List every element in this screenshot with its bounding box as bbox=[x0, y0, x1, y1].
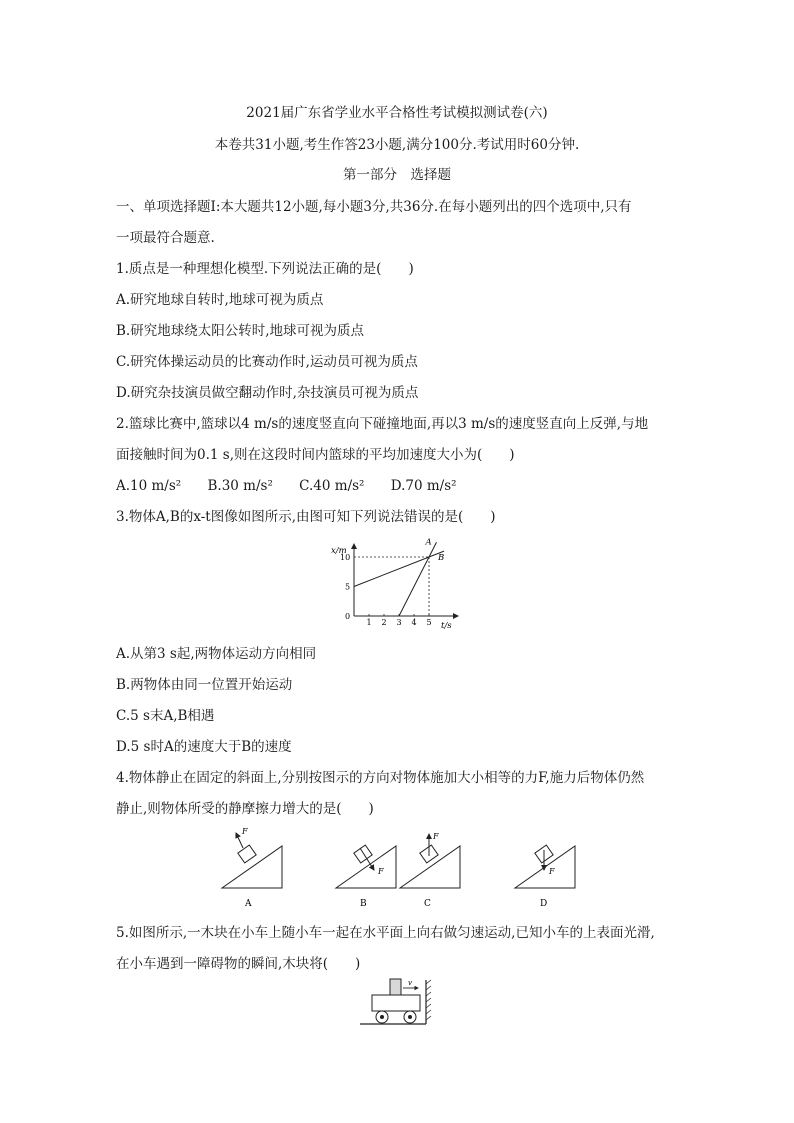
x-tick-label: 5 bbox=[426, 618, 432, 627]
section-instructions-line2: 一项最符合题意. bbox=[116, 230, 215, 246]
diagram-label-a: A bbox=[245, 899, 252, 909]
q2-option-a: A.10 m/s² bbox=[116, 478, 182, 494]
q1-stem: 1.质点是一种理想化模型.下列说法正确的是( ) bbox=[116, 261, 414, 277]
incline-diagram-a bbox=[222, 827, 282, 909]
y-axis-label: x/m bbox=[331, 546, 347, 556]
cart-obstacle-diagram bbox=[356, 976, 436, 1030]
q4-stem-line2: 静止,则物体所受的静摩擦力增大的是( ) bbox=[116, 801, 374, 817]
force-label-d: F bbox=[549, 867, 555, 876]
diagram-label-c: C bbox=[424, 899, 431, 909]
series-label-a: A bbox=[425, 538, 432, 548]
exam-info: 本卷共31小题,考生作答23小题,满分100分.考试用时60分钟. bbox=[214, 137, 580, 153]
q2-options bbox=[116, 477, 479, 495]
y-tick-label: 5 bbox=[345, 582, 351, 592]
q2-option-c: C.40 m/s² bbox=[299, 478, 365, 494]
q2-option-d: D.70 m/s² bbox=[390, 478, 457, 494]
q4-stem-line1: 4.物体静止在固定的斜面上,分别按图示的方向对物体施加大小相等的力F,施力后物体仍然 bbox=[116, 770, 645, 786]
incline-force-diagrams bbox=[210, 826, 610, 910]
wooden-block bbox=[390, 979, 401, 995]
page-title: 2021届广东省学业水平合格性考试模拟测试卷(六) bbox=[246, 105, 548, 121]
q1-option-c: C.研究体操运动员的比赛动作时,运动员可视为质点 bbox=[116, 354, 418, 370]
q1-option-a: A.研究地球自转时,地球可视为质点 bbox=[116, 292, 324, 308]
q5-stem-line2: 在小车遇到一障碍物的瞬间,木块将( ) bbox=[116, 956, 361, 972]
q2-stem-line1: 2.篮球比赛中,篮球以4 m/s的速度竖直向下碰撞地面,再以3 m/s的速度竖直向上反弹,与地 bbox=[116, 416, 649, 432]
velocity-label: v bbox=[408, 979, 412, 987]
force-label-c: F bbox=[433, 832, 439, 841]
x-tick-label: 3 bbox=[396, 618, 402, 627]
diagram-label-d: D bbox=[540, 899, 548, 909]
incline-diagram-d bbox=[515, 845, 575, 909]
series-line-a bbox=[399, 542, 437, 616]
cart-body bbox=[372, 995, 420, 1011]
incline-diagram-b bbox=[336, 845, 396, 909]
q3-option-d: D.5 s时A的速度大于B的速度 bbox=[116, 739, 292, 755]
x-tick-label: 4 bbox=[411, 618, 417, 627]
y-tick-label: 10 bbox=[340, 553, 351, 562]
y-tick-label: 0 bbox=[345, 612, 351, 621]
q5-stem-line1: 5.如图所示,一木块在小车上随小车一起在水平面上向右做匀速运动,已知小车的上表面光滑, bbox=[116, 925, 655, 941]
series-label-b: B bbox=[438, 553, 445, 564]
q1-option-b: B.研究地球绕太阳公转时,地球可视为质点 bbox=[116, 323, 365, 339]
q2-option-b: B.30 m/s² bbox=[207, 478, 273, 494]
incline-diagram-c bbox=[400, 832, 460, 909]
q3-option-b: B.两物体由同一位置开始运动 bbox=[116, 677, 293, 693]
diagram-label-b: B bbox=[360, 899, 367, 909]
q3-option-a: A.从第3 s起,两物体运动方向相同 bbox=[116, 646, 317, 662]
xt-graph bbox=[330, 538, 465, 633]
q1-option-d: D.研究杂技演员做空翻动作时,杂技演员可视为质点 bbox=[116, 385, 419, 401]
x-tick-label: 1 bbox=[366, 618, 372, 627]
section-instructions-line1: 一、单项选择题Ⅰ:本大题共12小题,每小题3分,共36分.在每小题列出的四个选项中,只有 bbox=[116, 199, 632, 215]
part-heading: 第一部分 选择题 bbox=[343, 167, 451, 183]
force-label-a: F bbox=[242, 827, 248, 836]
series-line-b bbox=[354, 551, 444, 586]
q3-option-c: C.5 s末A,B相遇 bbox=[116, 708, 215, 724]
q3-stem: 3.物体A,B的x-t图像如图所示,由图可知下列说法错误的是( ) bbox=[116, 509, 496, 525]
x-tick-label: 2 bbox=[381, 618, 387, 627]
x-axis-label: t/s bbox=[441, 621, 452, 631]
force-label-b: F bbox=[378, 867, 384, 876]
q2-stem-line2: 面接触时间为0.1 s,则在这段时间内篮球的平均加速度大小为( ) bbox=[116, 447, 515, 463]
